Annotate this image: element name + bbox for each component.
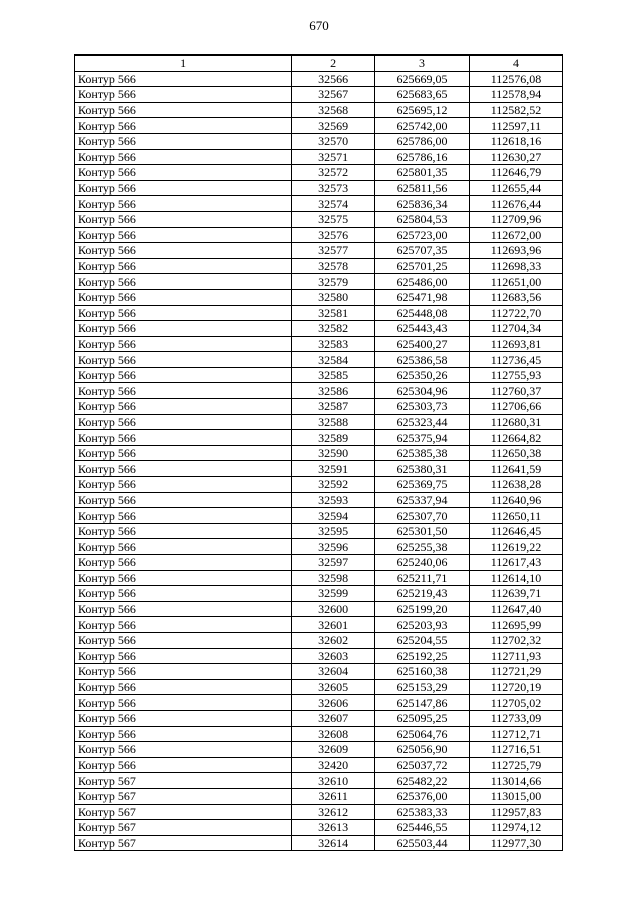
contour-name-cell: Контур 566 <box>75 445 292 461</box>
point-number-cell: 32590 <box>292 445 375 461</box>
contour-name-cell: Контур 566 <box>75 726 292 742</box>
table-row <box>75 539 563 555</box>
x-coordinate-cell: 625211,71 <box>375 570 470 586</box>
contour-name-cell: Контур 566 <box>75 149 292 165</box>
point-number-cell: 32589 <box>292 430 375 446</box>
y-coordinate-cell: 112646,45 <box>470 523 563 539</box>
y-coordinate-cell: 112977,30 <box>470 835 563 851</box>
y-coordinate-cell: 112705,02 <box>470 695 563 711</box>
y-coordinate-cell: 112957,83 <box>470 804 563 820</box>
table-row <box>75 305 563 321</box>
point-number-cell: 32604 <box>292 664 375 680</box>
y-coordinate-cell: 112578,94 <box>470 87 563 103</box>
point-number-cell: 32598 <box>292 570 375 586</box>
y-coordinate-cell: 112709,96 <box>470 211 563 227</box>
x-coordinate-cell: 625811,56 <box>375 180 470 196</box>
x-coordinate-cell: 625350,26 <box>375 367 470 383</box>
point-number-cell: 32570 <box>292 133 375 149</box>
x-coordinate-cell: 625375,94 <box>375 430 470 446</box>
contour-name-cell: Контур 566 <box>75 399 292 415</box>
x-coordinate-cell: 625240,06 <box>375 555 470 571</box>
y-coordinate-cell: 113015,00 <box>470 788 563 804</box>
x-coordinate-cell: 625683,65 <box>375 87 470 103</box>
x-coordinate-cell: 625255,38 <box>375 539 470 555</box>
y-coordinate-cell: 112722,70 <box>470 305 563 321</box>
contour-name-cell: Контур 566 <box>75 133 292 149</box>
x-coordinate-cell: 625723,00 <box>375 227 470 243</box>
x-coordinate-cell: 625037,72 <box>375 757 470 773</box>
point-number-cell: 32596 <box>292 539 375 555</box>
point-number-cell: 32601 <box>292 617 375 633</box>
x-coordinate-cell: 625204,55 <box>375 632 470 648</box>
contour-name-cell: Контур 566 <box>75 695 292 711</box>
x-coordinate-cell: 625192,25 <box>375 648 470 664</box>
y-coordinate-cell: 112638,28 <box>470 477 563 493</box>
y-coordinate-cell: 112721,29 <box>470 664 563 680</box>
table-row <box>75 165 563 181</box>
contour-name-cell: Контур 566 <box>75 586 292 602</box>
y-coordinate-cell: 112702,32 <box>470 632 563 648</box>
y-coordinate-cell: 112755,93 <box>470 367 563 383</box>
table-row <box>75 87 563 103</box>
x-coordinate-cell: 625786,00 <box>375 133 470 149</box>
y-coordinate-cell: 112618,16 <box>470 133 563 149</box>
contour-name-cell: Контур 567 <box>75 773 292 789</box>
table-row <box>75 601 563 617</box>
point-number-cell: 32612 <box>292 804 375 820</box>
y-coordinate-cell: 113014,66 <box>470 773 563 789</box>
x-coordinate-cell: 625380,31 <box>375 461 470 477</box>
y-coordinate-cell: 112672,00 <box>470 227 563 243</box>
table-row <box>75 367 563 383</box>
table-row <box>75 445 563 461</box>
point-number-cell: 32578 <box>292 258 375 274</box>
contour-name-cell: Контур 566 <box>75 679 292 695</box>
table-header-row <box>75 55 563 71</box>
y-coordinate-cell: 112680,31 <box>470 414 563 430</box>
point-number-cell: 32568 <box>292 102 375 118</box>
contour-name-cell: Контур 566 <box>75 570 292 586</box>
x-coordinate-cell: 625376,00 <box>375 788 470 804</box>
contour-name-cell: Контур 566 <box>75 118 292 134</box>
contour-name-cell: Контур 566 <box>75 710 292 726</box>
x-coordinate-cell: 625669,05 <box>375 71 470 87</box>
column-header-2: 2 <box>292 55 375 71</box>
point-number-cell: 32608 <box>292 726 375 742</box>
contour-name-cell: Контур 566 <box>75 539 292 555</box>
contour-name-cell: Контур 566 <box>75 648 292 664</box>
point-number-cell: 32611 <box>292 788 375 804</box>
contour-name-cell: Контур 566 <box>75 227 292 243</box>
point-number-cell: 32593 <box>292 492 375 508</box>
contour-name-cell: Контур 566 <box>75 243 292 259</box>
table-row <box>75 586 563 602</box>
x-coordinate-cell: 625486,00 <box>375 274 470 290</box>
y-coordinate-cell: 112695,99 <box>470 617 563 633</box>
x-coordinate-cell: 625471,98 <box>375 289 470 305</box>
point-number-cell: 32420 <box>292 757 375 773</box>
contour-name-cell: Контур 566 <box>75 102 292 118</box>
contour-name-cell: Контур 566 <box>75 367 292 383</box>
x-coordinate-cell: 625301,50 <box>375 523 470 539</box>
x-coordinate-cell: 625203,93 <box>375 617 470 633</box>
contour-name-cell: Контур 566 <box>75 71 292 87</box>
x-coordinate-cell: 625695,12 <box>375 102 470 118</box>
point-number-cell: 32580 <box>292 289 375 305</box>
table-row <box>75 321 563 337</box>
point-number-cell: 32574 <box>292 196 375 212</box>
point-number-cell: 32606 <box>292 695 375 711</box>
table-row <box>75 820 563 836</box>
coordinates-table <box>74 54 563 851</box>
table-row <box>75 788 563 804</box>
column-header-4: 4 <box>470 55 563 71</box>
point-number-cell: 32579 <box>292 274 375 290</box>
point-number-cell: 32602 <box>292 632 375 648</box>
table-row <box>75 414 563 430</box>
contour-name-cell: Контур 566 <box>75 664 292 680</box>
table-row <box>75 461 563 477</box>
y-coordinate-cell: 112576,08 <box>470 71 563 87</box>
contour-name-cell: Контур 566 <box>75 632 292 648</box>
table-body <box>75 71 563 851</box>
contour-name-cell: Контур 567 <box>75 835 292 851</box>
contour-name-cell: Контур 566 <box>75 352 292 368</box>
point-number-cell: 32583 <box>292 336 375 352</box>
contour-name-cell: Контур 567 <box>75 820 292 836</box>
y-coordinate-cell: 112716,51 <box>470 742 563 758</box>
table-row <box>75 773 563 789</box>
contour-name-cell: Контур 567 <box>75 788 292 804</box>
table-row <box>75 196 563 212</box>
y-coordinate-cell: 112720,19 <box>470 679 563 695</box>
point-number-cell: 32566 <box>292 71 375 87</box>
table-row <box>75 243 563 259</box>
x-coordinate-cell: 625307,70 <box>375 508 470 524</box>
y-coordinate-cell: 112693,81 <box>470 336 563 352</box>
contour-name-cell: Контур 566 <box>75 258 292 274</box>
table-row <box>75 679 563 695</box>
x-coordinate-cell: 625701,25 <box>375 258 470 274</box>
point-number-cell: 32588 <box>292 414 375 430</box>
x-coordinate-cell: 625482,22 <box>375 773 470 789</box>
y-coordinate-cell: 112640,96 <box>470 492 563 508</box>
table-row <box>75 149 563 165</box>
column-header-1: 1 <box>75 55 292 71</box>
y-coordinate-cell: 112650,38 <box>470 445 563 461</box>
y-coordinate-cell: 112736,45 <box>470 352 563 368</box>
y-coordinate-cell: 112614,10 <box>470 570 563 586</box>
table-row <box>75 710 563 726</box>
x-coordinate-cell: 625323,44 <box>375 414 470 430</box>
x-coordinate-cell: 625064,76 <box>375 726 470 742</box>
table-row <box>75 180 563 196</box>
contour-name-cell: Контур 566 <box>75 414 292 430</box>
x-coordinate-cell: 625147,86 <box>375 695 470 711</box>
table-row <box>75 617 563 633</box>
table-row <box>75 742 563 758</box>
point-number-cell: 32599 <box>292 586 375 602</box>
table-row <box>75 477 563 493</box>
y-coordinate-cell: 112619,22 <box>470 539 563 555</box>
point-number-cell: 32610 <box>292 773 375 789</box>
table-row <box>75 71 563 87</box>
x-coordinate-cell: 625836,34 <box>375 196 470 212</box>
table-row <box>75 695 563 711</box>
table-row <box>75 102 563 118</box>
point-number-cell: 32597 <box>292 555 375 571</box>
point-number-cell: 32573 <box>292 180 375 196</box>
table-row <box>75 133 563 149</box>
y-coordinate-cell: 112676,44 <box>470 196 563 212</box>
point-number-cell: 32594 <box>292 508 375 524</box>
y-coordinate-cell: 112646,79 <box>470 165 563 181</box>
contour-name-cell: Контур 566 <box>75 305 292 321</box>
y-coordinate-cell: 112639,71 <box>470 586 563 602</box>
x-coordinate-cell: 625786,16 <box>375 149 470 165</box>
y-coordinate-cell: 112582,52 <box>470 102 563 118</box>
x-coordinate-cell: 625385,38 <box>375 445 470 461</box>
point-number-cell: 32576 <box>292 227 375 243</box>
contour-name-cell: Контур 566 <box>75 742 292 758</box>
contour-name-cell: Контур 566 <box>75 430 292 446</box>
table-row <box>75 274 563 290</box>
y-coordinate-cell: 112617,43 <box>470 555 563 571</box>
contour-name-cell: Контур 566 <box>75 383 292 399</box>
y-coordinate-cell: 112725,79 <box>470 757 563 773</box>
table-row <box>75 757 563 773</box>
x-coordinate-cell: 625448,08 <box>375 305 470 321</box>
table-row <box>75 430 563 446</box>
point-number-cell: 32569 <box>292 118 375 134</box>
point-number-cell: 32605 <box>292 679 375 695</box>
y-coordinate-cell: 112647,40 <box>470 601 563 617</box>
table-row <box>75 383 563 399</box>
contour-name-cell: Контур 566 <box>75 289 292 305</box>
point-number-cell: 32595 <box>292 523 375 539</box>
table-row <box>75 352 563 368</box>
y-coordinate-cell: 112974,12 <box>470 820 563 836</box>
contour-name-cell: Контур 566 <box>75 601 292 617</box>
x-coordinate-cell: 625446,55 <box>375 820 470 836</box>
x-coordinate-cell: 625304,96 <box>375 383 470 399</box>
table-row <box>75 648 563 664</box>
x-coordinate-cell: 625707,35 <box>375 243 470 259</box>
table-row <box>75 227 563 243</box>
table-row <box>75 555 563 571</box>
table-row <box>75 523 563 539</box>
point-number-cell: 32614 <box>292 835 375 851</box>
y-coordinate-cell: 112650,11 <box>470 508 563 524</box>
contour-name-cell: Контур 566 <box>75 617 292 633</box>
contour-name-cell: Контур 566 <box>75 461 292 477</box>
contour-name-cell: Контур 566 <box>75 87 292 103</box>
table-row <box>75 664 563 680</box>
table-row <box>75 508 563 524</box>
point-number-cell: 32600 <box>292 601 375 617</box>
point-number-cell: 32609 <box>292 742 375 758</box>
point-number-cell: 32587 <box>292 399 375 415</box>
y-coordinate-cell: 112683,56 <box>470 289 563 305</box>
contour-name-cell: Контур 567 <box>75 804 292 820</box>
point-number-cell: 32592 <box>292 477 375 493</box>
point-number-cell: 32577 <box>292 243 375 259</box>
x-coordinate-cell: 625160,38 <box>375 664 470 680</box>
contour-name-cell: Контур 566 <box>75 336 292 352</box>
point-number-cell: 32584 <box>292 352 375 368</box>
point-number-cell: 32567 <box>292 87 375 103</box>
point-number-cell: 32581 <box>292 305 375 321</box>
table-row <box>75 399 563 415</box>
contour-name-cell: Контур 566 <box>75 523 292 539</box>
point-number-cell: 32607 <box>292 710 375 726</box>
y-coordinate-cell: 112712,71 <box>470 726 563 742</box>
table-row <box>75 258 563 274</box>
x-coordinate-cell: 625369,75 <box>375 477 470 493</box>
table-row <box>75 726 563 742</box>
x-coordinate-cell: 625503,44 <box>375 835 470 851</box>
x-coordinate-cell: 625337,94 <box>375 492 470 508</box>
x-coordinate-cell: 625199,20 <box>375 601 470 617</box>
x-coordinate-cell: 625386,58 <box>375 352 470 368</box>
column-header-3: 3 <box>375 55 470 71</box>
table-row <box>75 570 563 586</box>
x-coordinate-cell: 625095,25 <box>375 710 470 726</box>
contour-name-cell: Контур 566 <box>75 180 292 196</box>
table-row <box>75 835 563 851</box>
x-coordinate-cell: 625383,33 <box>375 804 470 820</box>
table-row <box>75 289 563 305</box>
y-coordinate-cell: 112706,66 <box>470 399 563 415</box>
x-coordinate-cell: 625153,29 <box>375 679 470 695</box>
contour-name-cell: Контур 566 <box>75 757 292 773</box>
contour-name-cell: Контур 566 <box>75 196 292 212</box>
point-number-cell: 32572 <box>292 165 375 181</box>
x-coordinate-cell: 625804,53 <box>375 211 470 227</box>
y-coordinate-cell: 112641,59 <box>470 461 563 477</box>
x-coordinate-cell: 625400,27 <box>375 336 470 352</box>
y-coordinate-cell: 112664,82 <box>470 430 563 446</box>
x-coordinate-cell: 625801,35 <box>375 165 470 181</box>
contour-name-cell: Контур 566 <box>75 274 292 290</box>
y-coordinate-cell: 112733,09 <box>470 710 563 726</box>
y-coordinate-cell: 112655,44 <box>470 180 563 196</box>
contour-name-cell: Контур 566 <box>75 508 292 524</box>
point-number-cell: 32582 <box>292 321 375 337</box>
x-coordinate-cell: 625742,00 <box>375 118 470 134</box>
y-coordinate-cell: 112711,93 <box>470 648 563 664</box>
point-number-cell: 32585 <box>292 367 375 383</box>
y-coordinate-cell: 112693,96 <box>470 243 563 259</box>
point-number-cell: 32591 <box>292 461 375 477</box>
y-coordinate-cell: 112597,11 <box>470 118 563 134</box>
y-coordinate-cell: 112760,37 <box>470 383 563 399</box>
y-coordinate-cell: 112698,33 <box>470 258 563 274</box>
point-number-cell: 32571 <box>292 149 375 165</box>
x-coordinate-cell: 625056,90 <box>375 742 470 758</box>
table-row <box>75 804 563 820</box>
table-row <box>75 492 563 508</box>
contour-name-cell: Контур 566 <box>75 492 292 508</box>
y-coordinate-cell: 112704,34 <box>470 321 563 337</box>
point-number-cell: 32575 <box>292 211 375 227</box>
point-number-cell: 32613 <box>292 820 375 836</box>
y-coordinate-cell: 112651,00 <box>470 274 563 290</box>
contour-name-cell: Контур 566 <box>75 321 292 337</box>
table-row <box>75 336 563 352</box>
table-row <box>75 211 563 227</box>
point-number-cell: 32586 <box>292 383 375 399</box>
point-number-cell: 32603 <box>292 648 375 664</box>
x-coordinate-cell: 625443,43 <box>375 321 470 337</box>
x-coordinate-cell: 625303,73 <box>375 399 470 415</box>
x-coordinate-cell: 625219,43 <box>375 586 470 602</box>
contour-name-cell: Контур 566 <box>75 165 292 181</box>
y-coordinate-cell: 112630,27 <box>470 149 563 165</box>
page-number: 670 <box>309 18 329 33</box>
contour-name-cell: Контур 566 <box>75 211 292 227</box>
contour-name-cell: Контур 566 <box>75 555 292 571</box>
table-row <box>75 118 563 134</box>
table-row <box>75 632 563 648</box>
contour-name-cell: Контур 566 <box>75 477 292 493</box>
